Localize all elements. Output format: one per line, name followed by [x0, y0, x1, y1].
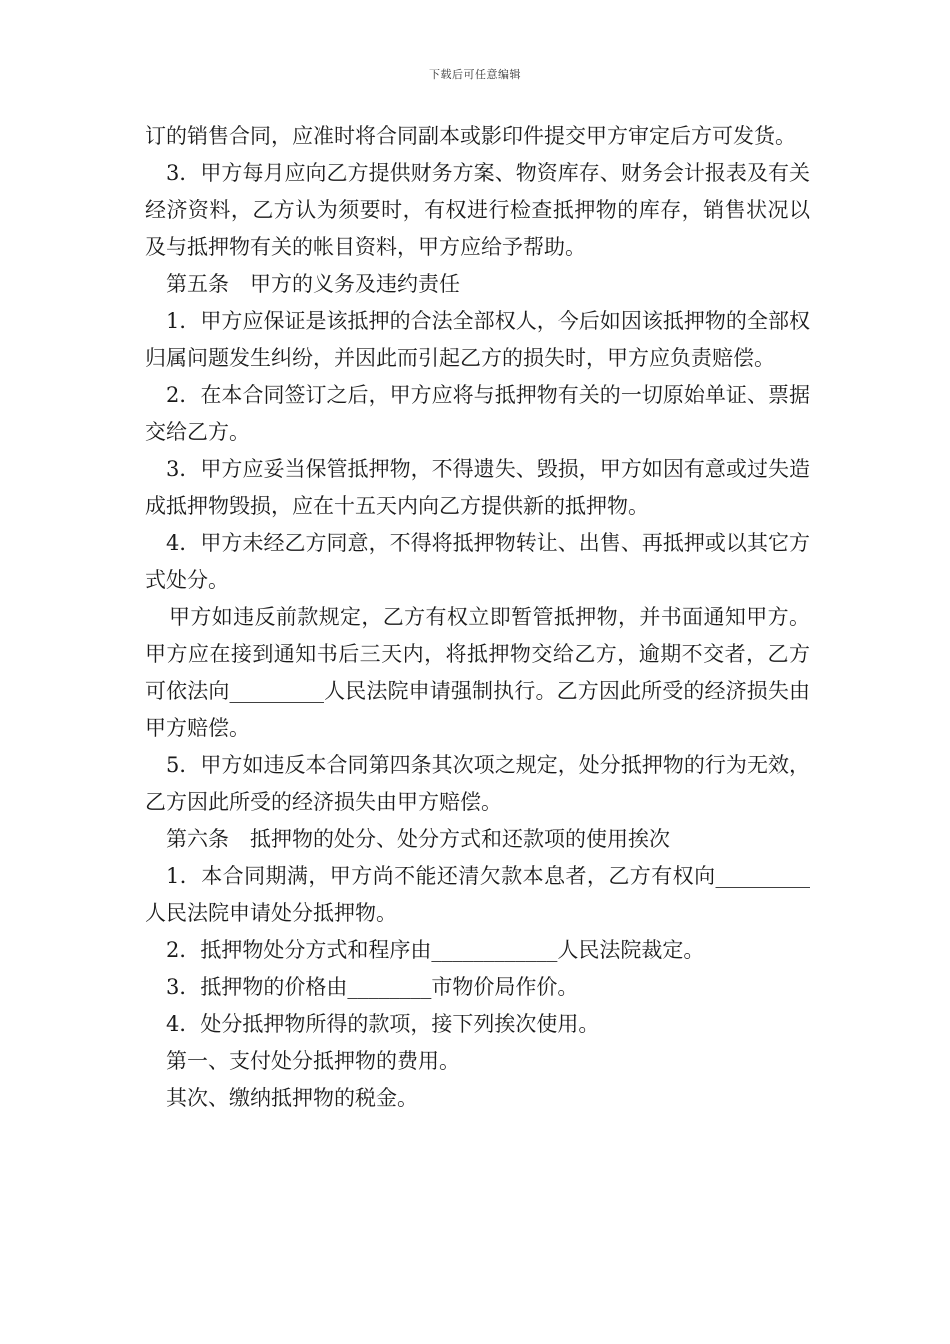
paragraph: 4．甲方未经乙方同意，不得将抵押物转让、出售、再抵押或以其它方式处分。 [145, 531, 810, 592]
paragraph: 其次、缴纳抵押物的税金。 [166, 1086, 418, 1110]
paragraph: 1．甲方应保证是该抵押的合法全部权人，今后如因该抵押物的全部权归属问题发生纠纷，并因此而引起乙方的损失时，甲方应负责赔偿。 [145, 309, 810, 370]
paragraph: 甲方如违反前款规定，乙方有权立即暂管抵押物，并书面通知甲方。甲方应在接到通知书后三天内，将抵押物交给乙方，逾期不交者，乙方可依法向_________人民法院申请强制执行。乙方因此所受的经济损失由甲方赔偿。 [145, 605, 810, 740]
paragraph: 订的销售合同，应准时将合同副本或影印件提交甲方审定后方可发货。 [145, 124, 796, 148]
paragraph: 3．甲方每月应向乙方提供财务方案、物资库存、财务会计报表及有关经济资料，乙方认为须要时，有权进行检查抵押物的库存，销售状况以及与抵押物有关的帐目资料，甲方应给予帮助。 [145, 161, 810, 259]
paragraph: 1．本合同期满，甲方尚不能还清欠款本息者，乙方有权向_________人民法院申请处分抵押物。 [145, 864, 810, 925]
document-body [145, 118, 810, 1117]
paragraph: 2．在本合同签订之后，甲方应将与抵押物有关的一切原始单证、票据交给乙方。 [145, 383, 810, 444]
paragraph: 第一、支付处分抵押物的费用。 [166, 1049, 460, 1073]
paragraph: 3．甲方应妥当保管抵押物，不得遗失、毁损，甲方如因有意或过失造成抵押物毁损，应在十五天内向乙方提供新的抵押物。 [145, 457, 810, 518]
paragraph: 4．处分抵押物所得的款项，接下列挨次使用。 [166, 1012, 600, 1036]
paragraph: 2．抵押物处分方式和程序由____________人民法院裁定。 [166, 938, 705, 962]
section-heading: 第六条 抵押物的处分、处分方式和还款项的使用挨次 [166, 827, 670, 851]
section-heading: 第五条 甲方的义务及违约责任 [166, 272, 460, 296]
paragraph: 5．甲方如违反本合同第四条其次项之规定，处分抵押物的行为无效，乙方因此所受的经济损失由甲方赔偿。 [145, 753, 810, 814]
page-header: 下载后可任意编辑 [429, 68, 521, 81]
paragraph: 3．抵押物的价格由________市物价局作价。 [166, 975, 579, 999]
